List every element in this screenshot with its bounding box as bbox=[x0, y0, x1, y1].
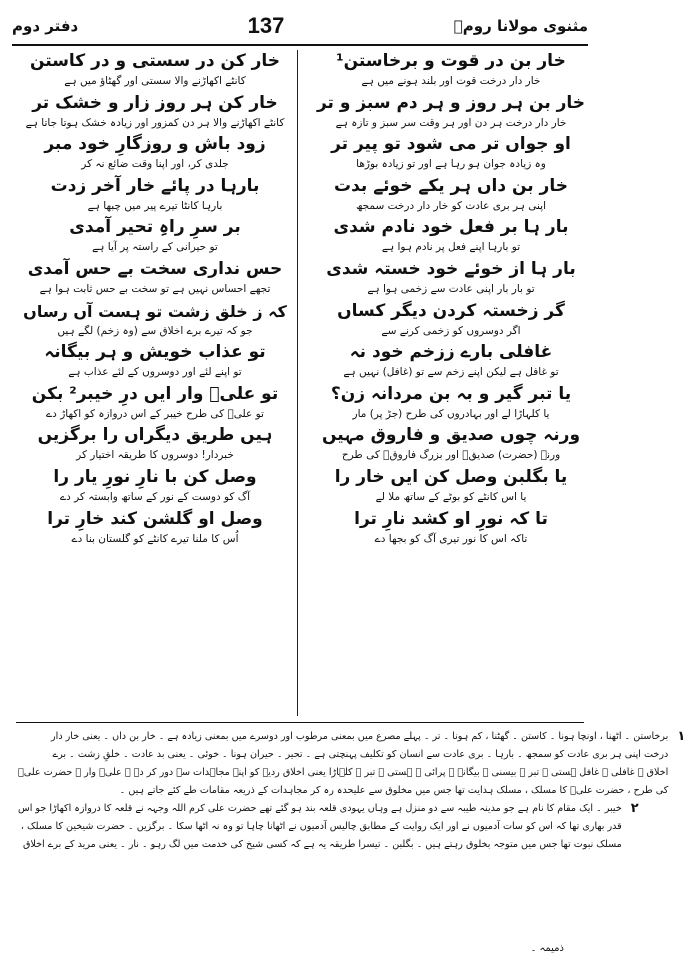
urdu-translation: کانٹے اکھاڑنے والا سستی اور گھٹاؤ میں ہے bbox=[64, 75, 246, 87]
urdu-translation: اگر دوسروں کو زخمی کرنے سے bbox=[381, 324, 521, 337]
footnote-line: کی طرح ، حضرت علیؓ کا مسلک ، مسلک ہدایت تھا جس میں مخلوق سے علیحدہ رہ کر مجاہدات کے ذریعہ مقامات طے کئے جاتے ہیں ۔ bbox=[119, 785, 669, 796]
footnote-rule bbox=[16, 722, 584, 723]
stanza bbox=[316, 175, 586, 217]
footnote bbox=[18, 728, 686, 800]
persian-verse: تو عذاب خویش و ہر بیگانہ bbox=[44, 342, 266, 363]
persian-verse: بار ہا از خوئے خود خستہ شدی bbox=[326, 258, 576, 279]
footnote-line: قدر بھاری تھا کہ اس کو سات آدمیوں نے اور ایک روایت کے مطابق چالیس آدمیوں نے اٹھانا چاہا تو وہ نہ اٹھا سکا ۔ برگزیں ۔ حضرت شیخین کا مسلک ، bbox=[20, 821, 622, 832]
urdu-translation: اُس کا ملنا تیرے کانٹے کو گلستان بنا دے bbox=[71, 532, 239, 545]
persian-verse: حس نداری سخت بے حس آمدی bbox=[27, 258, 283, 279]
urdu-translation: بارہا کانٹا تیرے پیر میں چبھا ہے bbox=[87, 199, 223, 212]
urdu-translation: تو بار بار اپنی عادت سے زخمی ہوا ہے bbox=[367, 282, 535, 295]
left-running-title: دفتر دوم bbox=[12, 17, 79, 35]
stanza bbox=[20, 133, 290, 175]
footer-continuation: ذمیمہ ۔ bbox=[530, 943, 564, 954]
persian-verse: یا بگلبن وصل کن ایں خار را bbox=[334, 466, 568, 487]
footnote bbox=[18, 800, 639, 854]
stanza bbox=[316, 50, 586, 92]
urdu-translation: تو علیؓ کی طرح خیبر کے اس دروازہ کو اکھاڑ دے bbox=[46, 407, 264, 420]
persian-verse: بار ہا بر فعل خود نادم شدی bbox=[333, 217, 569, 238]
persian-verse: خار کن ہر روز زار و خشک تر bbox=[32, 92, 278, 113]
urdu-translation: ورنہ (حضرت) صدیقؓ اور بزرگ فاروقؓ کی طرح bbox=[341, 449, 561, 462]
persian-verse: خار بن در قوت و برخاستن¹ bbox=[336, 51, 566, 71]
page-header bbox=[12, 8, 588, 44]
stanza bbox=[316, 216, 586, 258]
verse-columns bbox=[20, 50, 586, 716]
stanza bbox=[20, 216, 290, 258]
stanza bbox=[20, 50, 290, 92]
stanza bbox=[20, 508, 290, 550]
persian-verse: خار کن در سستی و در کاستن bbox=[29, 51, 281, 71]
right-column bbox=[316, 50, 586, 716]
stanza bbox=[20, 175, 290, 217]
persian-verse: کہ ز خلق زشت تو ہست آں رساں bbox=[23, 301, 287, 321]
urdu-translation: تو اپنے لئے اور دوسروں کے لئے عذاب ہے bbox=[68, 366, 242, 379]
persian-verse: ورنہ چوں صدیق و فاروق مہیں bbox=[321, 425, 581, 446]
footnote-mark: ١ bbox=[677, 729, 686, 744]
persian-verse: غافلی بارے ززخم خود نہ bbox=[349, 342, 553, 363]
persian-verse: زود باش و روزگارِ خود مبر bbox=[44, 134, 266, 155]
footnote-body bbox=[18, 800, 622, 854]
urdu-translation: خار دار درخت قوت اور بلند ہونے میں ہے bbox=[361, 75, 541, 87]
stanza bbox=[20, 300, 290, 342]
persian-verse: خار بن داں ہر یکے خوئے بدت bbox=[334, 175, 568, 196]
footnote-body bbox=[18, 728, 668, 800]
persian-verse: تا کہ نورِ او کشد نارِ ترا bbox=[354, 508, 548, 529]
stanza bbox=[316, 258, 586, 300]
stanza bbox=[316, 92, 586, 134]
persian-verse: او جواں تر می شود تو پیر تر bbox=[331, 134, 571, 155]
urdu-translation: خبردار! دوسروں کا طریقہ اختیار کر bbox=[76, 449, 234, 462]
header-rule bbox=[12, 44, 588, 46]
urdu-translation: جو کہ تیرے برے اخلاق سے (وہ زخم) لگے ہیں bbox=[57, 324, 253, 337]
urdu-translation: تو غافل ہے لیکن اپنے زخم سے تو (غافل) نہیں ہے bbox=[343, 366, 559, 379]
footnote-line: اخلاق ۔ غافلی ۔ غافل ہستی ۔ تبر ۔ بیسنی ۔ بیگانہ ۔ پرائی ۔ ہستی ۔ تبر ۔ کلہاڑا یعنی اخلاق ردیہ کو اپنے مجاہدات سے دور کر دے ۔ علیؓ وار ۔ حضرت علیؓ bbox=[18, 767, 669, 778]
stanza bbox=[20, 424, 290, 466]
stanza bbox=[316, 424, 586, 466]
persian-verse: ہیں طریق دیگراں را برگزیں bbox=[37, 425, 273, 446]
persian-verse: گر زخستہ کردن دیگر کساں bbox=[337, 300, 565, 321]
stanza bbox=[20, 258, 290, 300]
left-column bbox=[20, 50, 290, 716]
persian-verse: تو علیؓ وار ایں درِ خیبر² بکن bbox=[31, 383, 279, 404]
footnotes bbox=[18, 728, 686, 854]
urdu-translation: یا اس کانٹے کو بوٹے کے ساتھ ملا لے bbox=[375, 490, 527, 503]
right-running-title: مثنوی مولانا رومؒ bbox=[453, 17, 588, 35]
footnote-line: درخت اپنی ہر بری عادت کو سمجھ ۔ بارہا ۔ بری عادت سے انسان کو تکلیف پہنچتی ہے ۔ تحیر ۔ حیران ہونا ۔ خوئی ۔ یعنی بد عادت ۔ خلقِ زشت ۔ برے bbox=[52, 749, 669, 760]
stanza bbox=[20, 92, 290, 134]
stanza bbox=[316, 466, 586, 508]
stanza bbox=[316, 133, 586, 175]
persian-verse: خار بن ہر روز و ہر دم سبز و تر bbox=[316, 92, 586, 113]
persian-verse: یا تبر گیر و بہ بن مردانہ زن؟ bbox=[330, 383, 572, 404]
urdu-translation: یا کلہاڑا لے اور بہادروں کی طرح (جڑ پر) مار bbox=[352, 407, 550, 420]
stanza bbox=[20, 341, 290, 383]
urdu-translation: آگ کو دوست کے نور کے ساتھ وابستہ کر دے bbox=[59, 490, 251, 503]
urdu-translation: تجھے احساس نہیں ہے تو سخت بے حس ثابت ہوا ہے bbox=[39, 282, 271, 295]
urdu-translation: تاکہ اس کا نور تیری آگ کو بجھا دے bbox=[374, 532, 528, 545]
stanza bbox=[316, 300, 586, 342]
footnote-line: خیبر ۔ ایک مقام کا نام ہے جو مدینہ طیبہ سے دو منزل ہے وہاں یہودی قلعہ بند ہو گئے تھے حضرت علی کرم اللہ وجہہ نے قلعہ کا دروازہ اکھاڑا جو اس bbox=[18, 803, 622, 814]
urdu-translation: اپنی ہر بری عادت کو خار دار درخت سمجھ bbox=[355, 199, 547, 212]
footnote-line: مسلک نبوت تھا جس میں متوجہ بخلوق رہتے ہیں ۔ بگلبن ۔ تیسرا طریقہ یہ ہے کہ کسی شیخ کی خدمت میں لگ رہو ۔ نار ۔ یعنی مرید کے برے اخلاق bbox=[22, 839, 622, 850]
urdu-translation: وہ زیادہ جوان ہو رہا ہے اور تو زیادہ بوڑھا bbox=[356, 158, 546, 171]
urdu-translation: خار دار درخت ہر دن اور ہر وقت سر سبز و تازہ ہے bbox=[335, 116, 567, 129]
urdu-translation: تو حیرانی کے راستہ پر آیا ہے bbox=[92, 241, 218, 254]
stanza bbox=[316, 383, 586, 425]
page-number: 137 bbox=[247, 13, 285, 38]
urdu-translation: تو بارہا اپنے فعل پر نادم ہوا ہے bbox=[381, 241, 521, 254]
column-divider bbox=[297, 50, 298, 716]
stanza bbox=[316, 508, 586, 550]
footnote-line: برخاستن ۔ اٹھنا ، اونچا ہونا ۔ کاستن ۔ گھٹنا ، کم ہونا ۔ تر ۔ پہلے مصرع میں بمعنی مرطوب اور دوسرے میں بمعنی زیادہ ہے ۔ خار بن داں ۔ یعنی خار دار bbox=[51, 731, 669, 742]
stanza bbox=[316, 341, 586, 383]
persian-verse: وصل کن با نارِ نورِ یار را bbox=[53, 466, 257, 487]
stanza bbox=[20, 383, 290, 425]
stanza bbox=[20, 466, 290, 508]
persian-verse: بارہا در پائے خار آخر زدت bbox=[50, 175, 260, 196]
urdu-translation: کانٹے اکھاڑنے والا ہر دن کمزور اور زیادہ خشک ہوتا جاتا ہے bbox=[25, 116, 285, 129]
urdu-translation: جلدی کر، اور اپنا وقت ضائع نہ کر bbox=[81, 158, 229, 171]
persian-verse: بر سرِ راہِ تحیر آمدی bbox=[69, 217, 241, 238]
footnote-mark: ٢ bbox=[630, 801, 639, 816]
persian-verse: وصل او گلشن کند خارِ ترا bbox=[47, 508, 263, 529]
